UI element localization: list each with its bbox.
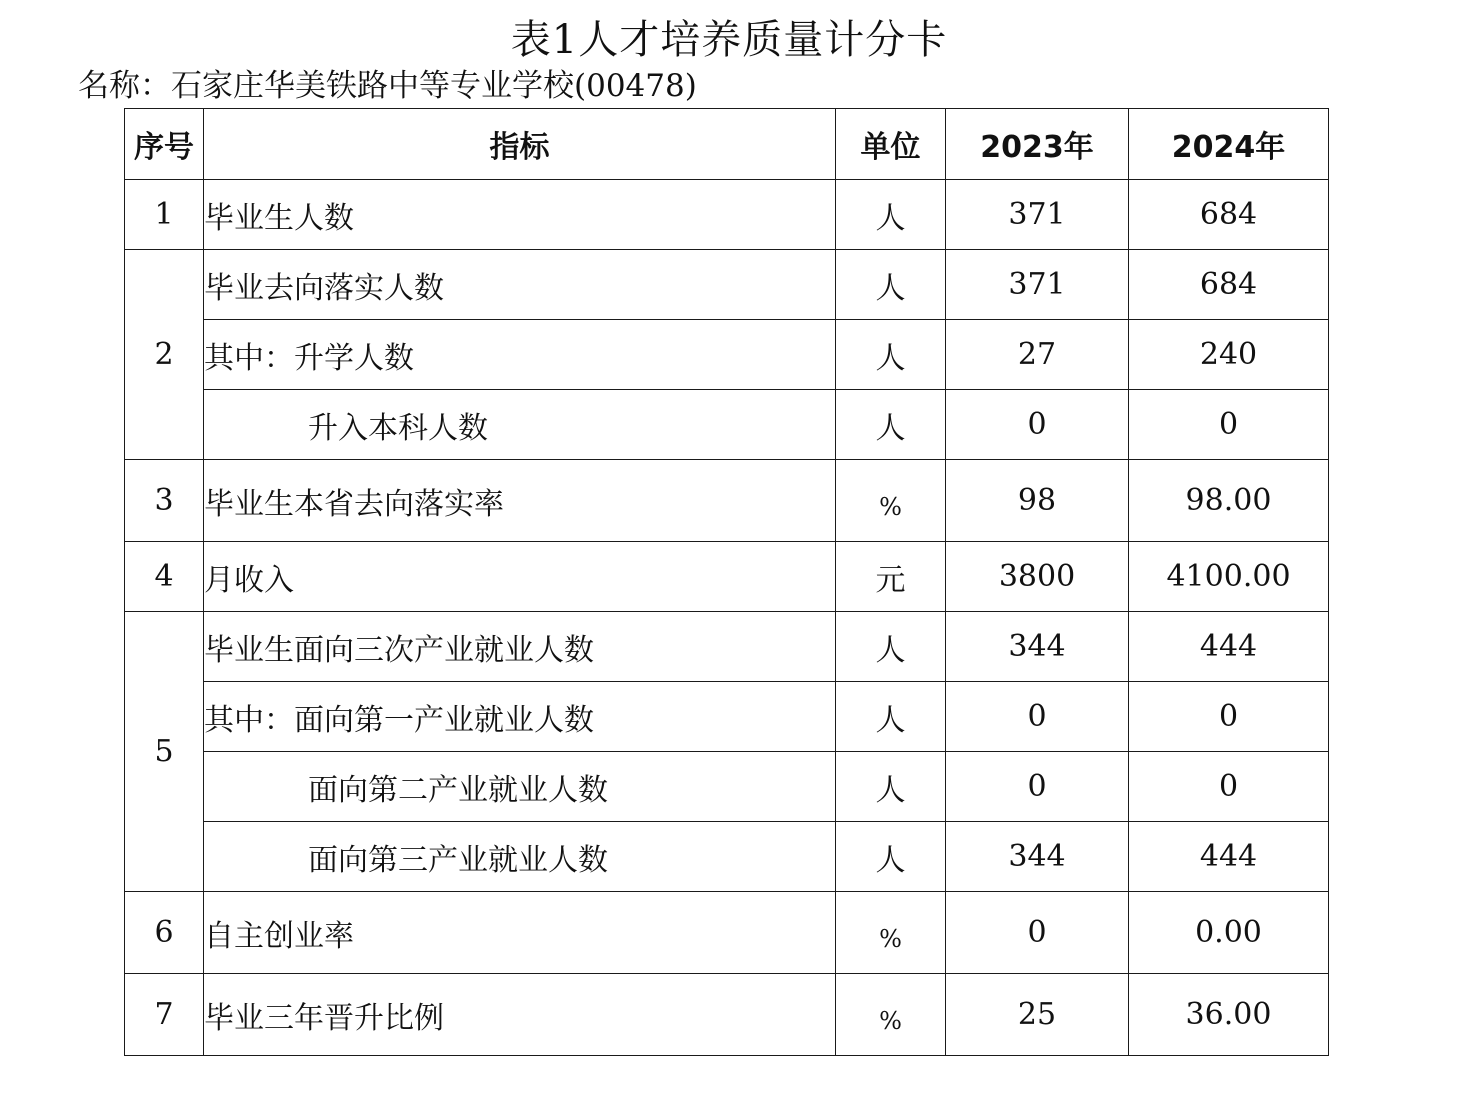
row-value-2023: 371	[946, 250, 1129, 320]
row-unit: %	[836, 892, 946, 974]
row-indicator: 毕业生人数	[204, 180, 836, 250]
header-unit: 单位	[836, 109, 946, 180]
row-unit: 人	[836, 612, 946, 682]
row-value-2023: 0	[946, 682, 1129, 752]
header-indicator: 指标	[204, 109, 836, 180]
row-indicator: 毕业生面向三次产业就业人数	[204, 612, 836, 682]
row-seq: 2	[125, 250, 204, 460]
row-unit: 元	[836, 542, 946, 612]
row-indicator: 自主创业率	[204, 892, 836, 974]
row-value-2024: 0.00	[1129, 892, 1329, 974]
row-unit: 人	[836, 180, 946, 250]
row-value-2024: 0	[1129, 682, 1329, 752]
row-value-2023: 344	[946, 612, 1129, 682]
row-value-2024: 98.00	[1129, 460, 1329, 542]
page-title: 表1人才培养质量计分卡	[510, 17, 948, 63]
row-unit: %	[836, 460, 946, 542]
table-row	[125, 974, 1329, 1056]
row-unit: %	[836, 974, 946, 1056]
header-2024: 2024年	[1129, 109, 1329, 180]
table-row	[125, 460, 1329, 542]
row-value-2024: 444	[1129, 612, 1329, 682]
table-row	[125, 612, 1329, 682]
row-seq: 1	[125, 180, 204, 250]
table-row	[125, 180, 1329, 250]
row-indicator: 月收入	[204, 542, 836, 612]
row-seq: 3	[125, 460, 204, 542]
row-value-2024: 684	[1129, 180, 1329, 250]
row-unit: 人	[836, 682, 946, 752]
row-value-2023: 3800	[946, 542, 1129, 612]
talent-quality-scorecard-table	[124, 108, 1329, 1056]
table-row	[125, 320, 1329, 390]
row-indicator: 毕业去向落实人数	[204, 250, 836, 320]
table-row	[125, 822, 1329, 892]
row-value-2023: 0	[946, 752, 1129, 822]
row-value-2023: 98	[946, 460, 1129, 542]
row-indicator: 其中：升学人数	[204, 320, 836, 390]
row-unit: 人	[836, 390, 946, 460]
row-value-2023: 371	[946, 180, 1129, 250]
row-seq: 6	[125, 892, 204, 974]
organization-name: 名称：石家庄华美铁路中等专业学校(00478)	[78, 68, 697, 104]
row-indicator: 毕业生本省去向落实率	[204, 460, 836, 542]
table-row	[125, 542, 1329, 612]
table-row	[125, 250, 1329, 320]
row-value-2024: 240	[1129, 320, 1329, 390]
table-header-row	[125, 109, 1329, 180]
row-value-2024: 684	[1129, 250, 1329, 320]
row-indicator: 其中：面向第一产业就业人数	[204, 682, 836, 752]
table-row	[125, 390, 1329, 460]
header-2023: 2023年	[946, 109, 1129, 180]
row-value-2024: 444	[1129, 822, 1329, 892]
header-seq: 序号	[125, 109, 204, 180]
row-indicator: 升入本科人数	[204, 390, 836, 460]
table-row	[125, 752, 1329, 822]
row-value-2024: 0	[1129, 390, 1329, 460]
row-unit: 人	[836, 752, 946, 822]
table-row	[125, 682, 1329, 752]
row-seq: 4	[125, 542, 204, 612]
row-value-2023: 25	[946, 974, 1129, 1056]
row-value-2024: 0	[1129, 752, 1329, 822]
row-seq: 7	[125, 974, 204, 1056]
row-unit: 人	[836, 822, 946, 892]
row-value-2023: 344	[946, 822, 1129, 892]
row-indicator: 毕业三年晋升比例	[204, 974, 836, 1056]
row-unit: 人	[836, 250, 946, 320]
row-value-2023: 0	[946, 390, 1129, 460]
row-seq: 5	[125, 612, 204, 892]
row-unit: 人	[836, 320, 946, 390]
row-value-2023: 0	[946, 892, 1129, 974]
row-value-2024: 4100.00	[1129, 542, 1329, 612]
row-indicator: 面向第二产业就业人数	[204, 752, 836, 822]
row-indicator: 面向第三产业就业人数	[204, 822, 836, 892]
row-value-2023: 27	[946, 320, 1129, 390]
table-row	[125, 892, 1329, 974]
row-value-2024: 36.00	[1129, 974, 1329, 1056]
